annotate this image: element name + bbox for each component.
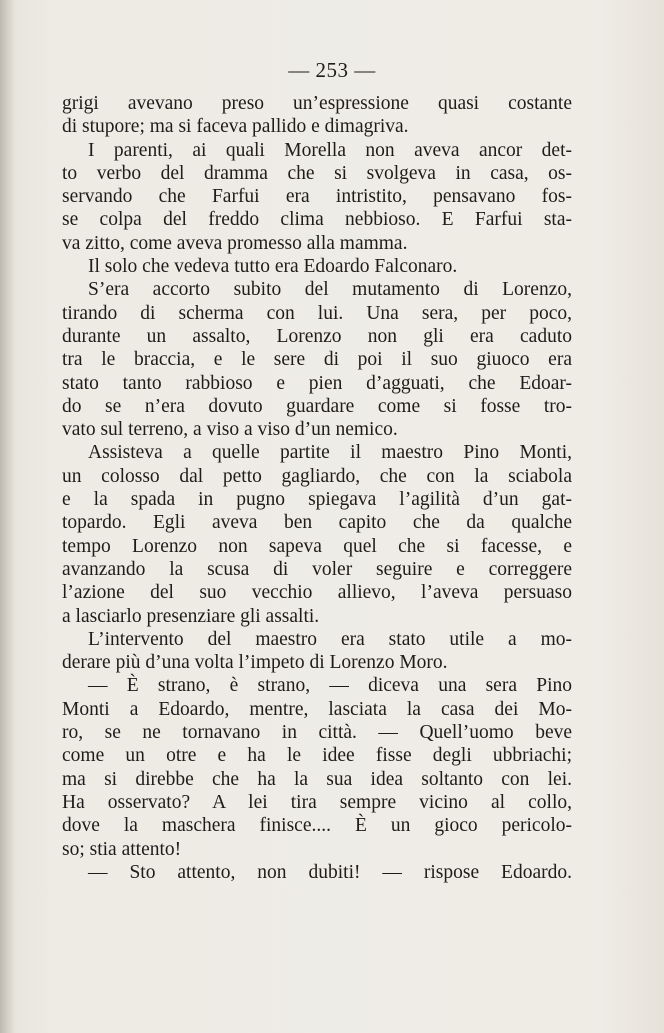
page-gutter-shadow (0, 0, 14, 1033)
text-line: do se n’era dovuto guardare come si fosse tro- (62, 395, 572, 417)
text-line: avanzando la scusa di voler seguire e correggere (62, 558, 572, 580)
text-line: — È strano, è strano, — diceva una sera Pino (88, 675, 572, 697)
text-line: ma si direbbe che ha la sua idea soltanto con lei. (62, 768, 572, 790)
text-line: so; stia attento! (62, 838, 182, 860)
text-line: durante un assalto, Lorenzo non gli era caduto (62, 325, 572, 347)
text-line: va zitto, come aveva promesso alla mamma. (62, 232, 408, 254)
text-line: come un otre e ha le idee fisse degli ubbriachi; (62, 745, 572, 767)
text-line: S’era accorto subito del mutamento di Lorenzo, (88, 279, 572, 301)
page-number: — 253 — (288, 58, 376, 82)
text-line: se colpa del freddo clima nebbioso. E Farfui sta- (62, 209, 572, 231)
text-line: Il solo che vedeva tutto era Edoardo Falconaro. (88, 256, 458, 278)
text-line: topardo. Egli aveva ben capito che da qualche (62, 512, 572, 534)
text-line: Assisteva a quelle partite il maestro Pino Monti, (88, 442, 572, 464)
text-line: derare più d’una volta l’impeto di Lorenzo Moro. (62, 652, 448, 674)
text-line: to verbo del dramma che si svolgeva in casa, os- (62, 162, 572, 184)
text-line: tra le braccia, e le sere di poi il suo giuoco era (62, 349, 572, 371)
text-line: di stupore; ma si faceva pallido e dimagriva. (62, 116, 409, 138)
text-line: tirando di scherma con lui. Una sera, per poco, (62, 302, 572, 324)
text-line: Monti a Edoardo, mentre, lasciata la casa dei Mo- (62, 698, 572, 720)
text-line: a lasciarlo presenziare gli assalti. (62, 605, 320, 627)
text-line: — Sto attento, non dubiti! — rispose Edoardo. (88, 861, 572, 883)
text-line: I parenti, ai quali Morella non aveva ancor det- (88, 139, 572, 161)
text-line: servando che Farfui era intristito, pensavano fos- (62, 186, 572, 208)
text-line: stato tanto rabbioso e pien d’agguati, che Edoar- (62, 372, 572, 394)
text-line: l’azione del suo vecchio allievo, l’aveva persuaso (62, 582, 572, 604)
text-line: un colosso dal petto gagliardo, che con la sciabola (62, 465, 572, 487)
body-text (62, 92, 572, 884)
text-line: e la spada in pugno spiegava l’agilità d’un gat- (62, 489, 572, 511)
text-line: vato sul terreno, a viso a viso d’un nemico. (62, 419, 398, 441)
text-line: L’intervento del maestro era stato utile a mo- (88, 628, 572, 650)
text-line: ro, se ne tornavano in città. — Quell’uomo beve (62, 722, 572, 744)
text-line: dove la maschera finisce.... È un gioco pericolo- (62, 815, 572, 837)
text-line: tempo Lorenzo non sapeva quel che si facesse, e (62, 535, 572, 557)
text-line: Ha osservato? A lei tira sempre vicino al collo, (62, 791, 572, 813)
text-line: grigi avevano preso un’espressione quasi costante (62, 93, 572, 114)
